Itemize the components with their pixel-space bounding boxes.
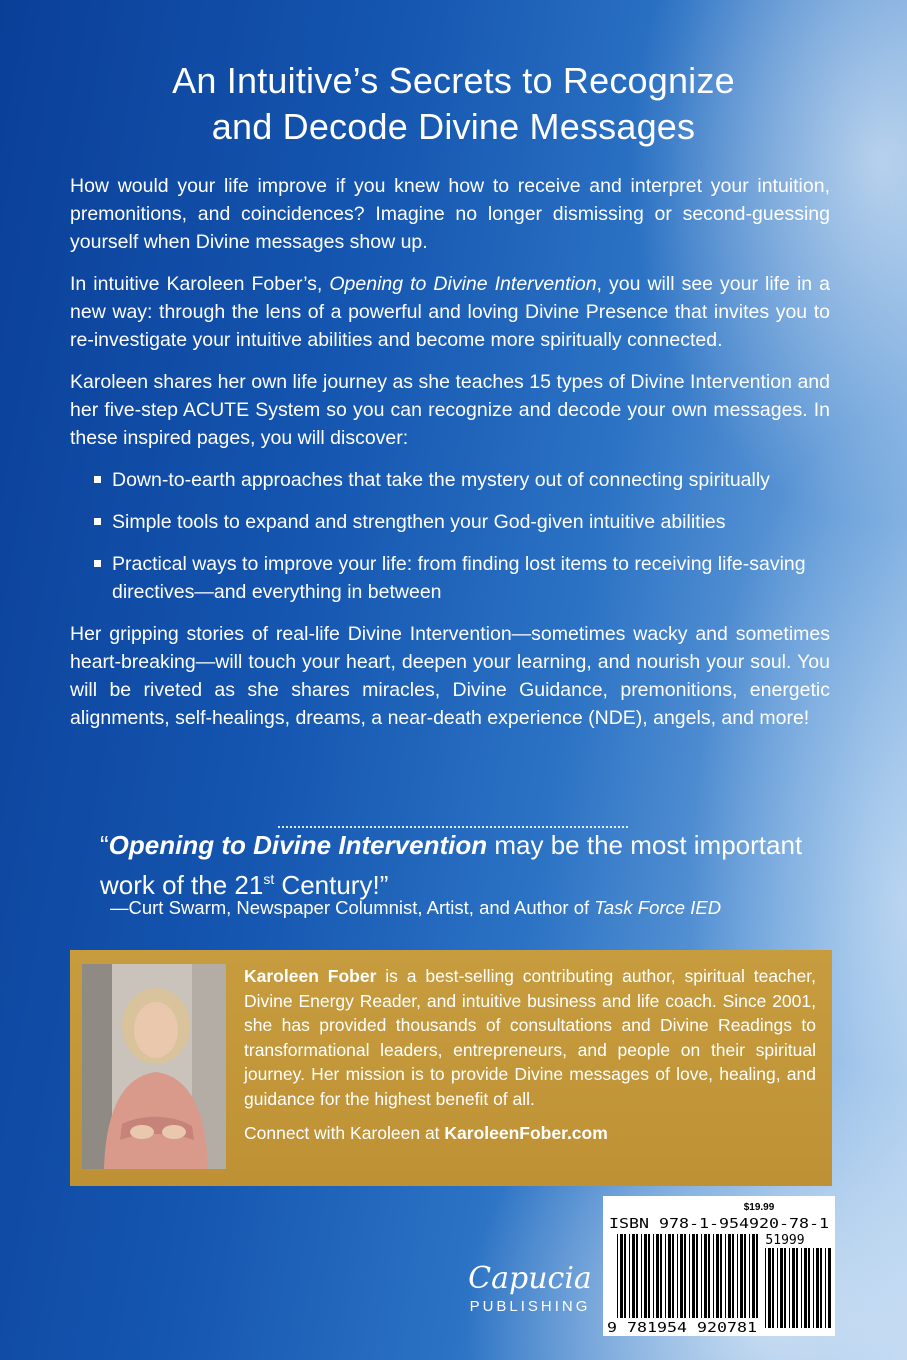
barcode-bar bbox=[680, 1234, 683, 1318]
isbn-barcode bbox=[603, 1196, 835, 1336]
publisher-label: PUBLISHING bbox=[469, 1298, 591, 1315]
barcode-bars bbox=[617, 1234, 758, 1318]
barcode-bar bbox=[648, 1234, 650, 1318]
barcode-bar bbox=[813, 1248, 814, 1328]
barcode-bar bbox=[784, 1248, 786, 1328]
barcode-bar bbox=[828, 1248, 831, 1328]
barcode-bar bbox=[720, 1234, 722, 1318]
barcode-bar bbox=[620, 1234, 623, 1318]
barcode-bar bbox=[653, 1234, 654, 1318]
publisher-script: Capucia bbox=[468, 1261, 592, 1296]
barcode-bar bbox=[725, 1234, 726, 1318]
barcode-bar bbox=[740, 1234, 743, 1318]
barcode-bar bbox=[677, 1234, 678, 1318]
paragraph-book bbox=[70, 270, 830, 354]
barcode-bar bbox=[825, 1248, 826, 1328]
barcode-bar bbox=[713, 1234, 714, 1318]
barcode-price: $19.99 bbox=[743, 1202, 775, 1213]
book-title: Opening to Divine Intervention bbox=[329, 273, 597, 295]
quote-attribution: —Curt Swarm, Newspaper Columnist, Artist, and Author of Task Force IED bbox=[110, 897, 722, 918]
barcode-bar bbox=[716, 1234, 719, 1318]
headline-line-2: and Decode Divine Messages bbox=[211, 106, 696, 147]
barcode-addon: 51999 bbox=[765, 1233, 805, 1248]
author-website: KaroleenFober.com bbox=[444, 1123, 608, 1143]
barcode-isbn: ISBN 978-1-954920-78-1 bbox=[609, 1217, 829, 1232]
barcode-bar bbox=[789, 1248, 790, 1328]
barcode-icon bbox=[603, 1196, 835, 1336]
barcode-bar bbox=[644, 1234, 647, 1318]
list-item: Practical ways to improve your life: from finding lost items to receiving life-saving directives—and everything in between bbox=[94, 550, 830, 606]
barcode-bar bbox=[617, 1234, 618, 1318]
author-portrait-icon bbox=[82, 964, 226, 1169]
attribution-book-title: Task Force IED bbox=[594, 897, 722, 918]
author-bio-text bbox=[244, 964, 816, 1156]
barcode-bar bbox=[765, 1248, 766, 1328]
barcode-bar bbox=[796, 1248, 798, 1328]
bullet-list bbox=[70, 466, 830, 606]
barcode-bar bbox=[801, 1248, 802, 1328]
barcode-bar bbox=[668, 1234, 671, 1318]
list-item: Down-to-earth approaches that take the mystery out of connecting spiritually bbox=[94, 466, 830, 494]
paragraph-book-after: , you will see your life in a new way: through the lens of a powerful and loving Divine Presence that invites you to re-investigate your intuitive abilities and become more spiritually connected. bbox=[70, 273, 831, 351]
headline bbox=[0, 58, 907, 150]
barcode-bar bbox=[728, 1234, 731, 1318]
endorsement-quote: “Opening to Divine Intervention may be the most important work of the 21st Century!” bbox=[100, 830, 803, 900]
barcode-bar bbox=[744, 1234, 746, 1318]
barcode-bar bbox=[768, 1248, 771, 1328]
publisher-logo bbox=[468, 1262, 592, 1315]
barcode-bar bbox=[624, 1234, 626, 1318]
quote-book-title: Opening to Divine Intervention bbox=[108, 830, 488, 860]
paragraph-book-before: In intuitive Karoleen Fober’s, bbox=[70, 273, 330, 295]
barcode-bar bbox=[629, 1234, 630, 1318]
barcode-bar bbox=[808, 1248, 810, 1328]
barcode-bar bbox=[792, 1248, 795, 1328]
paragraph-intro: How would your life improve if you knew how to receive and interpret your intuition, premonitions, and coincidences? Imagine no longer dismissing or second-guessing yourself when Divine messages show up. bbox=[70, 175, 830, 253]
barcode-bar bbox=[737, 1234, 738, 1318]
author-bio-panel bbox=[70, 950, 832, 1186]
barcode-bar bbox=[692, 1234, 695, 1318]
barcode-bar bbox=[780, 1248, 783, 1328]
connect-line: Connect with Karoleen at KaroleenFober.com bbox=[244, 1123, 608, 1143]
barcode-bar bbox=[732, 1234, 734, 1318]
barcode-bar bbox=[632, 1234, 635, 1318]
barcode-bar bbox=[641, 1234, 642, 1318]
barcode-bar bbox=[701, 1234, 702, 1318]
paragraph-journey: Karoleen shares her own life journey as she teaches 15 types of Divine Intervention and her five-step ACUTE System so you can recognize and decode your own messages. In these inspired pages, you will discover: bbox=[70, 371, 830, 449]
barcode-bar bbox=[665, 1234, 666, 1318]
barcode-bar bbox=[772, 1248, 774, 1328]
barcode-digits: 9 781954 920781 bbox=[607, 1321, 757, 1336]
author-photo bbox=[82, 964, 226, 1169]
barcode-addon-bars bbox=[765, 1248, 831, 1328]
barcode-bar bbox=[804, 1248, 807, 1328]
barcode-bar bbox=[820, 1248, 822, 1328]
barcode-bar bbox=[777, 1248, 778, 1328]
square-bullet-icon bbox=[94, 476, 101, 483]
barcode-bar bbox=[756, 1234, 758, 1318]
barcode-bar bbox=[816, 1248, 819, 1328]
description bbox=[70, 172, 830, 746]
barcode-bar bbox=[749, 1234, 750, 1318]
list-item: Simple tools to expand and strengthen your God-given intuitive abilities bbox=[94, 508, 830, 536]
bio-paragraph: Karoleen Fober is a best-selling contributing author, spiritual teacher, Divine Energy Reader, and intuitive business and life coach. Since 2001, she has provided thousands of consultations and Divine Readings to transformational leaders, entrepreneurs, and people on their spiritual journey. Her mission is to provide Divine messages of love, healing, and guidance for the highest benefit of all. bbox=[244, 966, 816, 1109]
square-bullet-icon bbox=[94, 560, 101, 567]
barcode-bar bbox=[752, 1234, 755, 1318]
square-bullet-icon bbox=[94, 518, 101, 525]
headline-line-1: An Intuitive’s Secrets to Recognize bbox=[172, 60, 735, 101]
barcode-bar bbox=[656, 1234, 659, 1318]
barcode-bar bbox=[708, 1234, 710, 1318]
paragraph-stories: Her gripping stories of real-life Divine Intervention—sometimes wacky and sometimes heart-breaking—will touch your heart, deepen your learning, and nourish your soul. You will be riveted as she shares miracles, Divine Guidance, premonitions, energetic alignments, self-healings, dreams, a near-death experience (NDE), angels, and more! bbox=[70, 623, 830, 729]
barcode-bar bbox=[689, 1234, 690, 1318]
barcode-bar bbox=[684, 1234, 686, 1318]
barcode-bar bbox=[660, 1234, 662, 1318]
barcode-bar bbox=[636, 1234, 638, 1318]
author-name: Karoleen Fober bbox=[244, 966, 377, 986]
barcode-bar bbox=[704, 1234, 707, 1318]
barcode-bar bbox=[696, 1234, 698, 1318]
barcode-bar bbox=[672, 1234, 674, 1318]
